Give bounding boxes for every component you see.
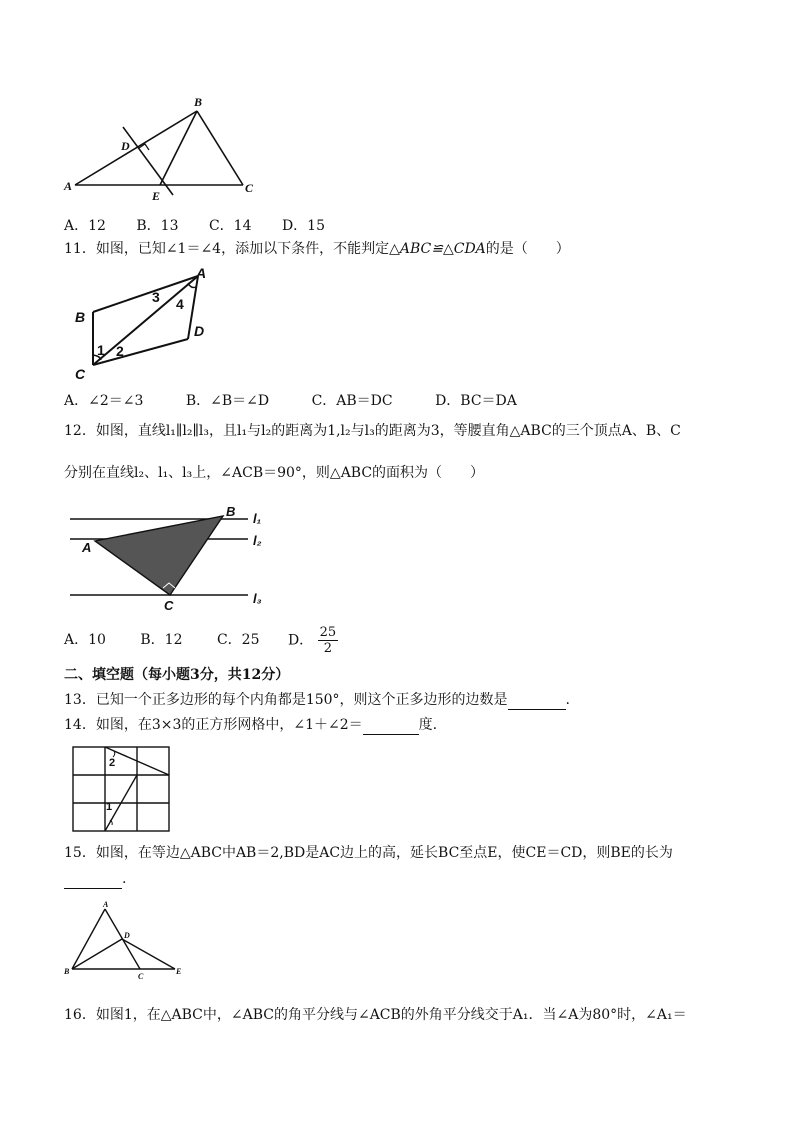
- q11-option-b[interactable]: B．∠B＝∠D: [185, 393, 270, 409]
- q11-option-a[interactable]: A．∠2＝∠3: [64, 393, 144, 409]
- q15-answer-blank[interactable]: [64, 874, 122, 889]
- segment-de: [122, 939, 175, 969]
- figure-q12: [70, 503, 280, 615]
- q14-stem: [64, 715, 437, 735]
- grid-border: [73, 747, 169, 831]
- segment-bc: [197, 111, 243, 185]
- figure-q10: [60, 92, 270, 204]
- q11-text-suffix: 的是（ ）: [485, 241, 570, 257]
- q10-option-d[interactable]: D．15: [281, 218, 325, 234]
- q11-text-prefix: 11．如图，已知∠1＝∠4，添加以下条件，不能判定: [64, 241, 390, 257]
- label-a: A: [196, 265, 207, 281]
- q12-option-c[interactable]: C．25: [216, 632, 260, 648]
- q11-text-math: △ABC≌△CDA: [389, 241, 486, 257]
- label-l2: l₂: [253, 533, 262, 548]
- label-a: A: [103, 900, 109, 909]
- q11-option-d[interactable]: D．BC＝DA: [435, 393, 517, 409]
- q15-stem-line2: [64, 869, 126, 889]
- label-d: D: [124, 931, 130, 940]
- figure-q14: [72, 746, 172, 834]
- label-a: A: [64, 179, 73, 193]
- q10-option-a[interactable]: A．12: [64, 218, 106, 234]
- fraction-denominator: 2: [323, 640, 333, 656]
- q13-answer-blank[interactable]: [508, 695, 566, 710]
- label-b: B: [226, 504, 236, 519]
- label-c: C: [75, 366, 86, 382]
- label-angle-1: 1: [106, 801, 113, 813]
- label-a: A: [82, 540, 92, 555]
- segment-ab: [72, 909, 105, 969]
- q10-option-c[interactable]: C．14: [208, 218, 252, 234]
- q14-text: 14．如图，在3×3的正方形网格中，∠1＋∠2＝: [64, 717, 363, 733]
- label-l3: l₃: [253, 591, 262, 606]
- q13-text: 13．已知一个正多边形的每个内角都是150°，则这个正多边形的边数是: [64, 692, 508, 708]
- q15-stem-line1: 15．如图，在等边△ABC中AB＝2,BD是AC边上的高，延长BC至点E，使CE＝CD，则BE的长为: [64, 845, 673, 861]
- label-c: C: [245, 181, 254, 195]
- label-b: B: [64, 967, 70, 976]
- q12-option-d[interactable]: [288, 625, 338, 656]
- q11-options: [64, 390, 543, 410]
- label-c: C: [138, 972, 144, 981]
- q11-stem: [64, 239, 570, 259]
- label-b: B: [75, 309, 86, 325]
- label-e: E: [176, 967, 182, 976]
- label-c: C: [164, 598, 174, 613]
- label-angle-3: 3: [152, 289, 160, 305]
- q15-suffix: .: [122, 871, 127, 887]
- figure-q15: [62, 900, 192, 982]
- q12-option-d-prefix: D．: [287, 632, 314, 648]
- label-d: D: [121, 139, 130, 153]
- q13-suffix: .: [565, 692, 570, 708]
- q11-option-c[interactable]: C．AB＝DC: [311, 393, 393, 409]
- q10-option-b[interactable]: B．13: [136, 218, 179, 234]
- q12-stem-line1: 12．如图，直线l₁∥l₂∥l₃，且l₁与l₂的距离为1,l₂与l₃的距离为3，等腰直角△ABC的三个顶点A、B、C: [64, 423, 681, 439]
- q12-option-b[interactable]: B．12: [140, 632, 183, 648]
- label-angle-1: 1: [97, 342, 105, 358]
- triangle-abc: [95, 516, 223, 595]
- label-angle-2: 2: [116, 343, 124, 359]
- q14-answer-blank[interactable]: [363, 720, 419, 735]
- q12-stem-line2: 分别在直线l₂、l₁、l₃上，∠ACB＝90°，则△ABC的面积为（ ）: [64, 465, 485, 481]
- label-angle-2: 2: [109, 757, 116, 769]
- label-angle-4: 4: [176, 296, 184, 312]
- label-d: D: [194, 323, 205, 339]
- q12-option-a[interactable]: A．10: [64, 632, 106, 648]
- label-e: E: [152, 189, 161, 203]
- section-title: 二、填空题（每小题3分，共12分）: [64, 667, 290, 683]
- q10-options: [64, 215, 351, 235]
- q16-stem: 16．如图1，在△ABC中，∠ABC的角平分线与∠ACB的外角平分线交于A₁．当∠A为80°时，∠A₁＝: [64, 1007, 687, 1023]
- label-l1: l₁: [253, 511, 262, 526]
- label-b: B: [194, 95, 203, 109]
- q14-suffix: 度.: [418, 717, 438, 733]
- figure-q11: [70, 262, 220, 387]
- fraction-numerator: 25: [319, 624, 337, 640]
- q12-option-d-fraction: [318, 625, 339, 656]
- q12-options: [64, 623, 364, 657]
- q13-stem: [64, 690, 570, 710]
